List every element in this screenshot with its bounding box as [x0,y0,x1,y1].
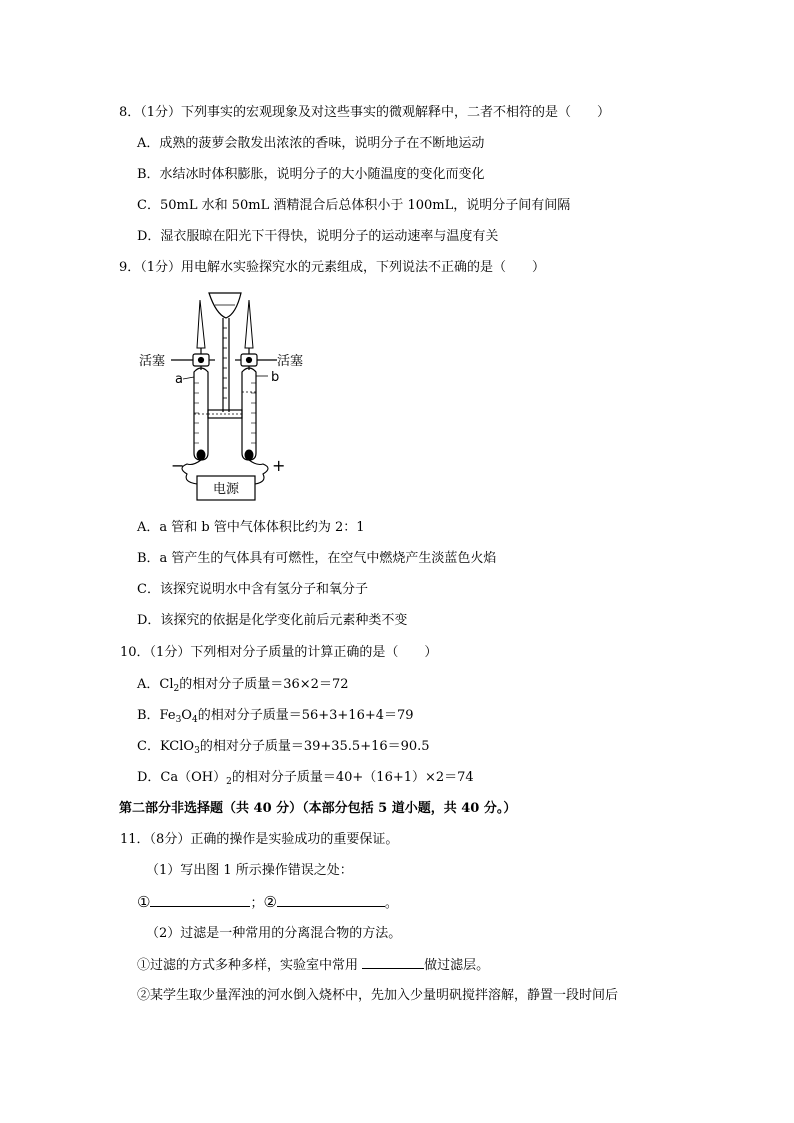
q9-stem: 9．（1分）用电解水实验探究水的元素组成，下列说法不正确的是（ ） [119,260,546,275]
answer-blank-3[interactable] [362,956,424,969]
q8-option-c: C．50mL 水和 50mL 酒精混合后总体积小于 100mL，说明分子间有间隔 [137,198,571,213]
q10-option-d: D．$Ca(OH)_2$的相对分子质量＝40+（16+1）×2＝74 [137,770,474,787]
stopcock-right-label: 活塞 [277,354,304,369]
q11-item1: ①过滤的方式多种多样，实验室中常用 做过滤层。 [137,958,490,973]
q8-option-a: A．成熟的菠萝会散发出浓浓的香味，说明分子在不断地运动 [137,136,485,151]
answer-blank-1[interactable] [150,894,250,907]
q10-stem: 10．（1分）下列相对分子质量的计算正确的是（ ） [120,645,438,660]
q9-option-b: B．a 管产生的气体具有可燃性，在空气中燃烧产生淡蓝色火焰 [137,551,497,566]
q9-option-d: D．该探究的依据是化学变化前后元素种类不变 [137,613,408,628]
negative-terminal-label: − [171,456,185,475]
stopcock-right [235,354,277,366]
tube-b [242,300,256,460]
q8-stem: 8．（1分）下列事实的宏观现象及对这些事实的微观解释中，二者不相符的是（ ） [119,105,611,120]
q11-answer-line-1: ① ；② 。 [137,893,398,911]
power-supply-label: 电源 [213,482,240,497]
q11-sub2: （2）过滤是一种常用的分离混合物的方法。 [146,926,402,941]
tube-a-label: a [175,372,183,387]
q9-option-c: C．该探究说明水中含有氢分子和氧分子 [137,582,368,597]
q8-option-d: D．湿衣服晾在阳光下干得快，说明分子的运动速率与温度有关 [137,229,499,244]
connecting-tube [208,410,242,418]
electrolysis-apparatus-figure [135,288,305,506]
q9-option-a: A．a 管和 b 管中气体体积比约为 2：1 [137,520,365,535]
q11-sub1: （1）写出图 1 所示操作错误之处： [146,863,353,878]
q11-stem: 11．（8分）正确的操作是实验成功的重要保证。 [120,832,399,847]
funnel [209,293,241,412]
q8-option-b: B．水结冰时体积膨胀，说明分子的大小随温度的变化而变化 [137,167,485,182]
stopcock-left [171,354,215,366]
q10-option-c: C．KClO$_3$的相对分子质量＝39+35.5+16＝90.5 [137,739,430,756]
positive-terminal-label: + [272,456,286,475]
tube-a [194,300,208,460]
q10-option-b: B．$Fe_3O_4$的相对分子质量＝56+3+16+4＝79 [137,708,414,725]
part2-heading: 第二部分非选择题（共 40 分）（本部分包括 5 道小题，共 40 分。） [119,801,517,816]
q10-option-a: A．$Cl_2$的相对分子质量＝36×2＝72 [137,677,349,694]
q11-item2: ②某学生取少量浑浊的河水倒入烧杯中，先加入少量明矾搅拌溶解，静置一段时间后 [137,988,619,1003]
stopcock-left-label: 活塞 [139,354,166,369]
tube-b-label: b [271,370,280,385]
answer-blank-2[interactable] [277,894,385,907]
